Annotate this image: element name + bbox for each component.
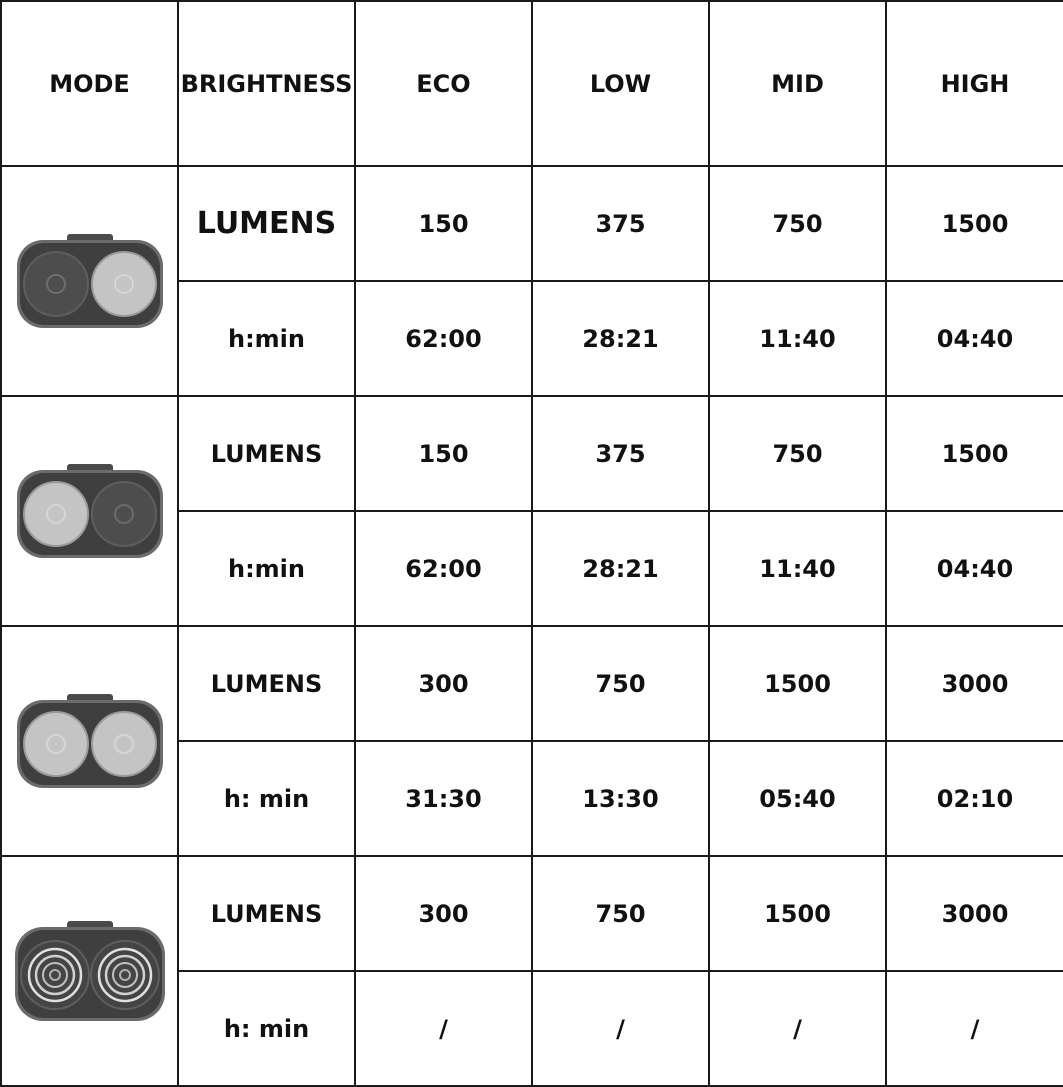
mode-1-runtime-high: 04:40 <box>886 281 1063 396</box>
lamp-both-lenses-flash-icon <box>13 918 167 1024</box>
mode-3-lumens-eco: 300 <box>355 626 532 741</box>
mode-3-runtime-mid: 05:40 <box>709 741 886 856</box>
mode-1-runtime-mid: 11:40 <box>709 281 886 396</box>
mode-2-lumens-high: 1500 <box>886 396 1063 511</box>
mode-3-cell <box>1 626 178 856</box>
mode-1-runtime-low: 28:21 <box>532 281 709 396</box>
mode-4-cell <box>1 856 178 1086</box>
mode-4-runtime-high: / <box>886 971 1063 1086</box>
header-brightness: BRIGHTNESS <box>178 1 355 166</box>
mode-3-runtime-eco: 31:30 <box>355 741 532 856</box>
mode-2-cell <box>1 396 178 626</box>
mode-4-lumens-high: 3000 <box>886 856 1063 971</box>
mode-2-lumens-low: 375 <box>532 396 709 511</box>
mode-2-lumens-mid: 750 <box>709 396 886 511</box>
mode-3-lumens-mid: 1500 <box>709 626 886 741</box>
mode-1-runtime-eco: 62:00 <box>355 281 532 396</box>
mode-2-lumens-eco: 150 <box>355 396 532 511</box>
header-row <box>1 1 1063 166</box>
mode-4-runtime-label: h: min <box>178 971 355 1086</box>
mode-3-runtime-low: 13:30 <box>532 741 709 856</box>
mode-3-runtime-label: h: min <box>178 741 355 856</box>
mode-2-runtime-low: 28:21 <box>532 511 709 626</box>
mode-1-lumens-row <box>1 166 1063 281</box>
header-high: HIGH <box>886 1 1063 166</box>
mode-4-lumens-mid: 1500 <box>709 856 886 971</box>
mode-1-runtime-label: h:min <box>178 281 355 396</box>
mode-1-cell <box>1 166 178 396</box>
mode-1-lumens-eco: 150 <box>355 166 532 281</box>
header-mode: MODE <box>1 1 178 166</box>
lamp-left-lens-lit-icon <box>15 461 165 561</box>
mode-1-lumens-mid: 750 <box>709 166 886 281</box>
mode-4-runtime-eco: / <box>355 971 532 1086</box>
mode-4-lumens-eco: 300 <box>355 856 532 971</box>
mode-2-runtime-mid: 11:40 <box>709 511 886 626</box>
mode-3-lumens-high: 3000 <box>886 626 1063 741</box>
mode-1-lumens-label: LUMENS <box>178 166 355 281</box>
lamp-both-lenses-lit-icon <box>15 691 165 791</box>
mode-4-lumens-label: LUMENS <box>178 856 355 971</box>
mode-2-runtime-high: 04:40 <box>886 511 1063 626</box>
mode-3-runtime-high: 02:10 <box>886 741 1063 856</box>
mode-4-runtime-low: / <box>532 971 709 1086</box>
lamp-right-lens-lit-icon <box>15 231 165 331</box>
mode-2-runtime-eco: 62:00 <box>355 511 532 626</box>
mode-4-runtime-mid: / <box>709 971 886 1086</box>
header-mid: MID <box>709 1 886 166</box>
mode-2-lumens-row <box>1 396 1063 511</box>
mode-4-lumens-row <box>1 856 1063 971</box>
mode-2-lumens-label: LUMENS <box>178 396 355 511</box>
mode-1-lumens-low: 375 <box>532 166 709 281</box>
header-eco: ECO <box>355 1 532 166</box>
mode-3-lumens-low: 750 <box>532 626 709 741</box>
mode-3-lumens-row <box>1 626 1063 741</box>
mode-2-runtime-label: h:min <box>178 511 355 626</box>
header-low: LOW <box>532 1 709 166</box>
mode-3-lumens-label: LUMENS <box>178 626 355 741</box>
mode-4-lumens-low: 750 <box>532 856 709 971</box>
mode-1-lumens-high: 1500 <box>886 166 1063 281</box>
